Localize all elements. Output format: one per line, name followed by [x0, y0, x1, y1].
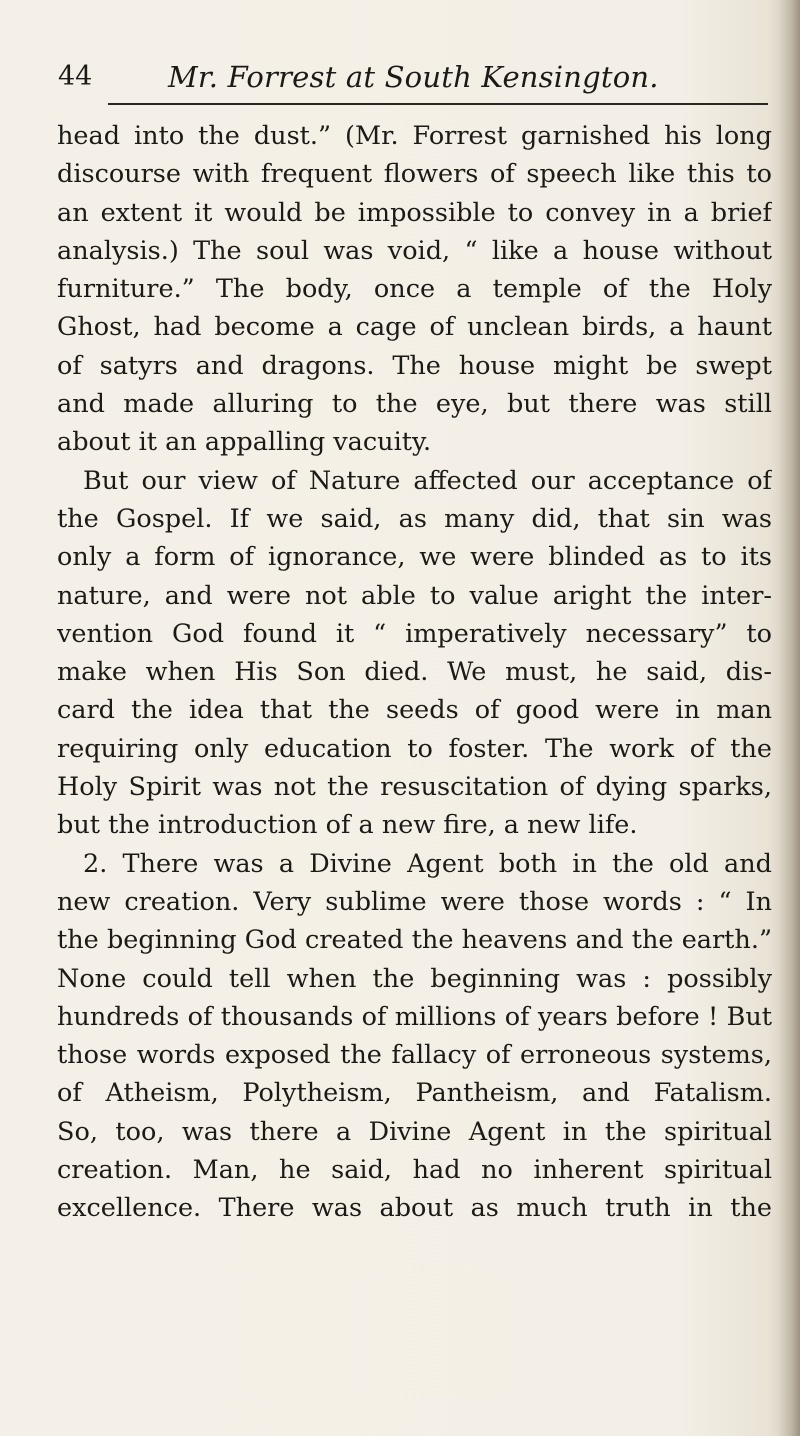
text-line: analysis.) The soul was void, “ like a house without — [57, 235, 772, 266]
body-text — [57, 117, 772, 1228]
text-line: 2. There was a Divine Agent both in the old and — [83, 848, 772, 879]
text-line: new creation. Very sublime were those words : “ In — [57, 886, 772, 917]
page-edge-shadow — [778, 0, 800, 1436]
text-line: those words exposed the fallacy of erroneous systems, — [57, 1040, 772, 1071]
text-line: None could tell when the beginning was : possibly — [57, 963, 772, 994]
text-line: Holy Spirit was not the resuscitation of dying sparks, — [57, 772, 772, 803]
text-line: but the introduction of a new fire, a new life. — [57, 810, 638, 841]
text-line: only a form of ignorance, we were blinded as to its — [57, 542, 772, 573]
running-title: Mr. Forrest at South Kensington. — [168, 60, 659, 94]
text-line: discourse with frequent flowers of speech like this to — [57, 159, 772, 190]
text-line: But our view of Nature affected our acceptance of — [83, 465, 772, 496]
text-line: about it an appalling vacuity. — [57, 427, 432, 458]
text-line: of Atheism, Polytheism, Pantheism, and Fatalism. — [57, 1078, 772, 1109]
text-line: vention God found it “ imperatively necessary” to — [57, 618, 772, 649]
text-line: the Gospel. If we said, as many did, that sin was — [57, 503, 772, 534]
text-line: an extent it would be impossible to convey in a brief — [57, 197, 772, 228]
text-line: card the idea that the seeds of good were in man — [57, 695, 772, 726]
text-line: excellence. There was about as much truth in the — [57, 1193, 772, 1224]
text-line: of satyrs and dragons. The house might be swept — [57, 350, 772, 381]
text-line: furniture.” The body, once a temple of the Holy — [57, 274, 772, 305]
header-rule — [108, 103, 768, 105]
text-line: hundreds of thousands of millions of years before ! But — [57, 1001, 772, 1032]
text-line: and made alluring to the eye, but there was still — [57, 389, 772, 420]
text-line: creation. Man, he said, had no inherent spiritual — [57, 1155, 772, 1186]
page-header — [58, 58, 770, 102]
text-line: head into the dust.” (Mr. Forrest garnished his long — [57, 121, 772, 151]
text-line: the beginning God created the heavens and the earth.” — [57, 925, 772, 956]
text-line: requiring only education to foster. The work of the — [57, 733, 772, 764]
text-line: Ghost, had become a cage of unclean birds, a haunt — [57, 312, 772, 343]
text-line: make when His Son died. We must, he said, dis- — [57, 657, 772, 688]
text-line: So, too, was there a Divine Agent in the spiritual — [57, 1116, 772, 1147]
text-line: nature, and were not able to value aright the inter- — [57, 580, 772, 611]
page-number: 44 — [58, 61, 93, 92]
